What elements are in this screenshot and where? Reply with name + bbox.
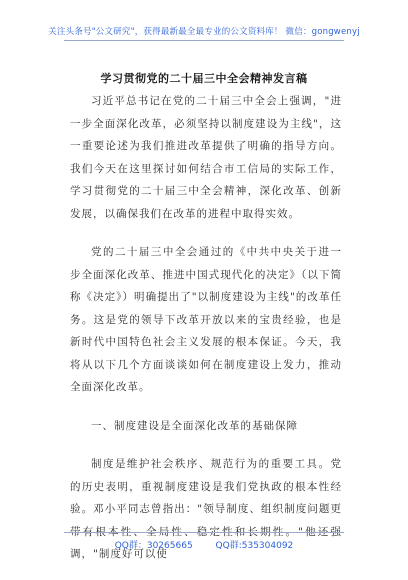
section-heading: 一、制度建设是全面深化改革的基础保障 — [91, 419, 298, 432]
header-divider — [64, 40, 344, 41]
paragraph: 习近平总书记在党的二十届三中全会上强调，"进一步全面深化改革，必须坚持以制度建设为主线"，这一重要论述为我们推进改革提供了明确的指导方向。我们今天在这里探讨如何结合市工信局的实际工作，学习贯彻党的二十届三中全会精神，深化改革、创新发展，以确保我们在改革的进程中取得实效。 — [70, 95, 342, 220]
footer-divider — [64, 532, 344, 533]
document-body — [70, 90, 342, 580]
paragraph: 制度是维护社会秩序、规范行为的重要工具。党的历史表明，重视制度建设是我们党执政的根本性经验。邓小平同志曾指出："领导制度、组织制度问题更带有根本性、全局性、稳定性和长期性。"他还强调，"制度好可以使 — [70, 458, 342, 560]
footer-qq-group-1: QQ群：30265665 — [114, 541, 193, 551]
document-title: 学习贯彻党的二十届三中全会精神发言稿 — [100, 72, 308, 85]
header-note: 关注头条号"公文研究"，获得最新最全最专业的公文资料库！ 微信：gongwenyj — [48, 27, 360, 37]
paragraph: 党的二十届三中全会通过的《中共中央关于进一步全面深化改革、推进中国式现代化的决定》（以下简称《决定》）明确提出了"以制度建设为主线"的改革任务。这是党的领导下改革开放以来的宝贵经验，也是新时代中国特色社会主义发展的根本保证。今天，我将从以下几个方面谈谈如何在制度建设上发力，推动全面深化改革。 — [70, 246, 342, 393]
footer-qq-group-2: QQ群:535304092 — [215, 541, 294, 551]
footer — [0, 538, 408, 551]
